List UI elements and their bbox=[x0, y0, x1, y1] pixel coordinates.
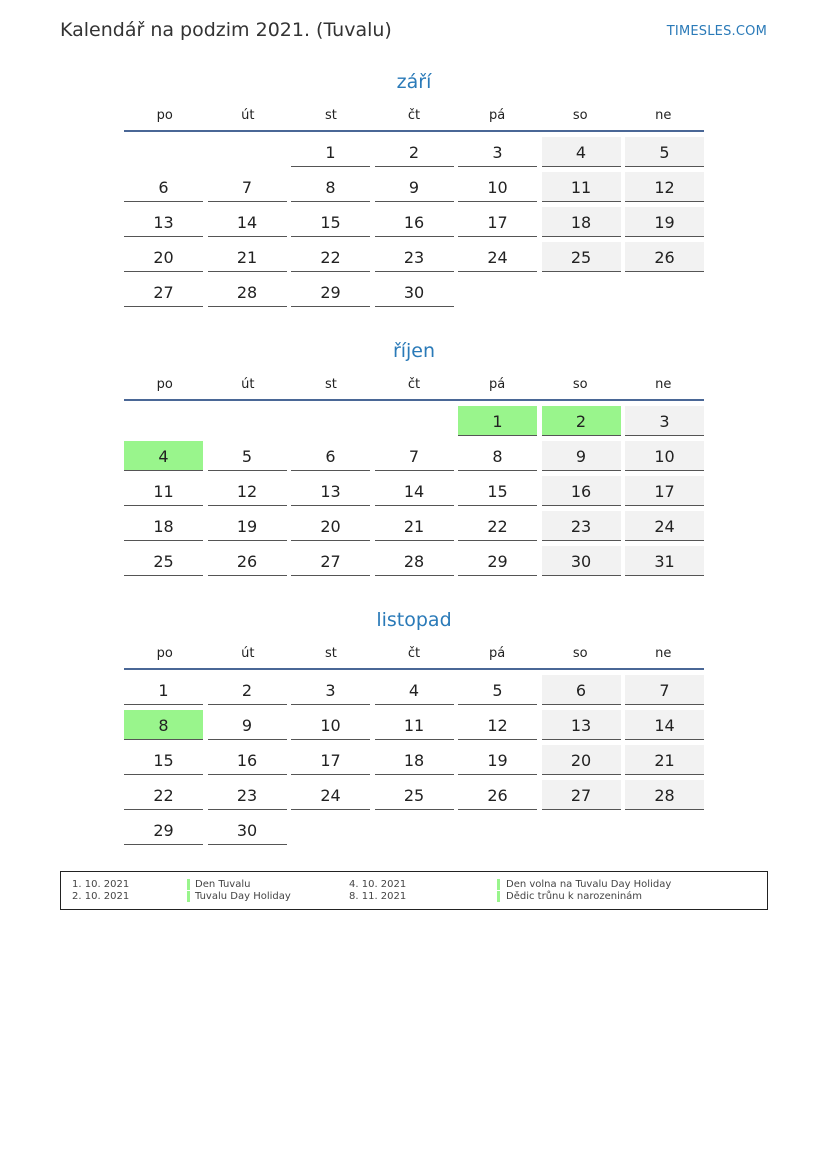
weekend-day-cell: 7 bbox=[625, 675, 704, 705]
day-cell: 23 bbox=[208, 780, 287, 810]
day-cell: 30 bbox=[208, 815, 287, 845]
holiday-day-cell: 2 bbox=[542, 406, 621, 436]
weekday-label: st bbox=[324, 377, 337, 392]
month-name: říjen bbox=[392, 340, 436, 362]
day-cell: 9 bbox=[208, 710, 287, 740]
day-grid bbox=[124, 406, 704, 576]
day-cell: 4 bbox=[375, 675, 454, 705]
weekday-label: po bbox=[156, 108, 173, 123]
month-name: listopad bbox=[376, 609, 452, 631]
weekend-day-cell: 17 bbox=[625, 476, 704, 506]
weekend-day-cell: 30 bbox=[542, 546, 621, 576]
empty-cell bbox=[375, 406, 454, 436]
holiday-day-cell: 8 bbox=[124, 710, 203, 740]
day-cell: 28 bbox=[208, 277, 287, 307]
day-cell: 5 bbox=[458, 675, 537, 705]
weekday-label: so bbox=[572, 646, 588, 661]
weekday-header bbox=[124, 108, 704, 132]
day-cell: 3 bbox=[291, 675, 370, 705]
weekend-day-cell: 27 bbox=[542, 780, 621, 810]
weekend-day-cell: 23 bbox=[542, 511, 621, 541]
weekend-day-cell: 6 bbox=[542, 675, 621, 705]
site-link[interactable]: TIMESLES.COM bbox=[666, 24, 767, 39]
weekend-day-cell: 10 bbox=[625, 441, 704, 471]
day-cell: 11 bbox=[124, 476, 203, 506]
weekday-label: po bbox=[156, 377, 173, 392]
day-cell: 22 bbox=[291, 242, 370, 272]
day-cell: 7 bbox=[208, 172, 287, 202]
legend-date: 4. 10. 2021 bbox=[349, 879, 407, 890]
day-cell: 23 bbox=[375, 242, 454, 272]
day-cell: 25 bbox=[124, 546, 203, 576]
day-cell: 14 bbox=[208, 207, 287, 237]
weekday-label: st bbox=[324, 646, 337, 661]
month-calendar bbox=[124, 606, 704, 845]
day-cell: 11 bbox=[375, 710, 454, 740]
day-cell: 17 bbox=[291, 745, 370, 775]
day-cell: 27 bbox=[291, 546, 370, 576]
day-cell: 15 bbox=[458, 476, 537, 506]
legend-holiday-marker bbox=[497, 879, 500, 890]
day-cell: 12 bbox=[458, 710, 537, 740]
weekend-day-cell: 14 bbox=[625, 710, 704, 740]
day-cell: 16 bbox=[208, 745, 287, 775]
day-cell: 24 bbox=[291, 780, 370, 810]
legend-name: Dědic trůnu k narozeninám bbox=[506, 891, 643, 902]
day-cell: 7 bbox=[375, 441, 454, 471]
day-cell: 15 bbox=[124, 745, 203, 775]
day-cell: 30 bbox=[375, 277, 454, 307]
day-cell: 19 bbox=[458, 745, 537, 775]
day-cell: 26 bbox=[458, 780, 537, 810]
weekday-label: čt bbox=[407, 377, 421, 392]
empty-cell bbox=[291, 406, 370, 436]
legend-holiday-marker bbox=[497, 891, 500, 902]
weekend-day-cell: 28 bbox=[625, 780, 704, 810]
month-calendar bbox=[124, 337, 704, 576]
weekend-day-cell: 4 bbox=[542, 137, 621, 167]
weekend-day-cell: 19 bbox=[625, 207, 704, 237]
day-cell: 28 bbox=[375, 546, 454, 576]
holiday-legend bbox=[60, 871, 768, 910]
day-cell: 25 bbox=[375, 780, 454, 810]
day-cell: 12 bbox=[208, 476, 287, 506]
holiday-day-cell: 4 bbox=[124, 441, 203, 471]
weekend-day-cell: 20 bbox=[542, 745, 621, 775]
day-cell: 10 bbox=[458, 172, 537, 202]
day-cell: 13 bbox=[291, 476, 370, 506]
weekend-day-cell: 3 bbox=[625, 406, 704, 436]
weekday-label: ne bbox=[655, 108, 672, 123]
weekday-label: út bbox=[241, 108, 255, 123]
day-cell: 1 bbox=[291, 137, 370, 167]
day-cell: 6 bbox=[291, 441, 370, 471]
day-cell: 22 bbox=[124, 780, 203, 810]
day-cell: 27 bbox=[124, 277, 203, 307]
weekday-label: pá bbox=[488, 108, 506, 123]
day-cell: 21 bbox=[208, 242, 287, 272]
weekday-label: ne bbox=[655, 646, 672, 661]
day-cell: 29 bbox=[291, 277, 370, 307]
legend-name: Tuvalu Day Holiday bbox=[195, 891, 291, 902]
day-cell: 2 bbox=[375, 137, 454, 167]
legend-date: 2. 10. 2021 bbox=[72, 891, 130, 902]
weekend-day-cell: 24 bbox=[625, 511, 704, 541]
day-cell: 2 bbox=[208, 675, 287, 705]
day-cell: 10 bbox=[291, 710, 370, 740]
legend-holiday-marker bbox=[187, 891, 190, 902]
day-cell: 18 bbox=[124, 511, 203, 541]
day-cell: 19 bbox=[208, 511, 287, 541]
day-cell: 8 bbox=[291, 172, 370, 202]
weekday-label: pá bbox=[488, 646, 506, 661]
day-cell: 22 bbox=[458, 511, 537, 541]
weekend-day-cell: 16 bbox=[542, 476, 621, 506]
empty-cell bbox=[124, 406, 203, 436]
weekend-day-cell: 21 bbox=[625, 745, 704, 775]
day-cell: 13 bbox=[124, 207, 203, 237]
legend-name: Den Tuvalu bbox=[195, 879, 251, 890]
empty-cell bbox=[208, 137, 287, 167]
day-grid bbox=[124, 137, 704, 307]
weekday-label: út bbox=[241, 646, 255, 661]
weekday-label: út bbox=[241, 377, 255, 392]
weekend-day-cell: 13 bbox=[542, 710, 621, 740]
weekday-label: čt bbox=[407, 108, 421, 123]
day-cell: 29 bbox=[124, 815, 203, 845]
legend-date: 1. 10. 2021 bbox=[72, 879, 130, 890]
day-cell: 5 bbox=[208, 441, 287, 471]
day-cell: 29 bbox=[458, 546, 537, 576]
page-title: Kalendář na podzim 2021. (Tuvalu) bbox=[60, 19, 392, 41]
weekend-day-cell: 31 bbox=[625, 546, 704, 576]
day-cell: 20 bbox=[124, 242, 203, 272]
month-name: září bbox=[396, 71, 432, 93]
day-cell: 21 bbox=[375, 511, 454, 541]
weekday-label: čt bbox=[407, 646, 421, 661]
day-cell: 26 bbox=[208, 546, 287, 576]
weekday-header bbox=[124, 646, 704, 670]
day-cell: 16 bbox=[375, 207, 454, 237]
day-grid bbox=[124, 675, 704, 845]
weekend-day-cell: 11 bbox=[542, 172, 621, 202]
legend-holiday-marker bbox=[187, 879, 190, 890]
day-cell: 24 bbox=[458, 242, 537, 272]
day-cell: 15 bbox=[291, 207, 370, 237]
weekend-day-cell: 26 bbox=[625, 242, 704, 272]
day-cell: 3 bbox=[458, 137, 537, 167]
weekday-label: pá bbox=[488, 377, 506, 392]
day-cell: 20 bbox=[291, 511, 370, 541]
day-cell: 8 bbox=[458, 441, 537, 471]
weekday-label: so bbox=[572, 108, 588, 123]
empty-cell bbox=[124, 137, 203, 167]
empty-cell bbox=[208, 406, 287, 436]
day-cell: 18 bbox=[375, 745, 454, 775]
weekend-day-cell: 9 bbox=[542, 441, 621, 471]
day-cell: 17 bbox=[458, 207, 537, 237]
weekend-day-cell: 18 bbox=[542, 207, 621, 237]
weekday-label: po bbox=[156, 646, 173, 661]
weekend-day-cell: 12 bbox=[625, 172, 704, 202]
weekend-day-cell: 5 bbox=[625, 137, 704, 167]
holiday-day-cell: 1 bbox=[458, 406, 537, 436]
day-cell: 1 bbox=[124, 675, 203, 705]
day-cell: 9 bbox=[375, 172, 454, 202]
legend-date: 8. 11. 2021 bbox=[349, 891, 407, 902]
weekday-label: st bbox=[324, 108, 337, 123]
legend-name: Den volna na Tuvalu Day Holiday bbox=[506, 879, 672, 890]
month-calendar bbox=[124, 68, 704, 307]
day-cell: 14 bbox=[375, 476, 454, 506]
weekday-label: so bbox=[572, 377, 588, 392]
weekday-header bbox=[124, 377, 704, 401]
day-cell: 6 bbox=[124, 172, 203, 202]
weekday-label: ne bbox=[655, 377, 672, 392]
weekend-day-cell: 25 bbox=[542, 242, 621, 272]
